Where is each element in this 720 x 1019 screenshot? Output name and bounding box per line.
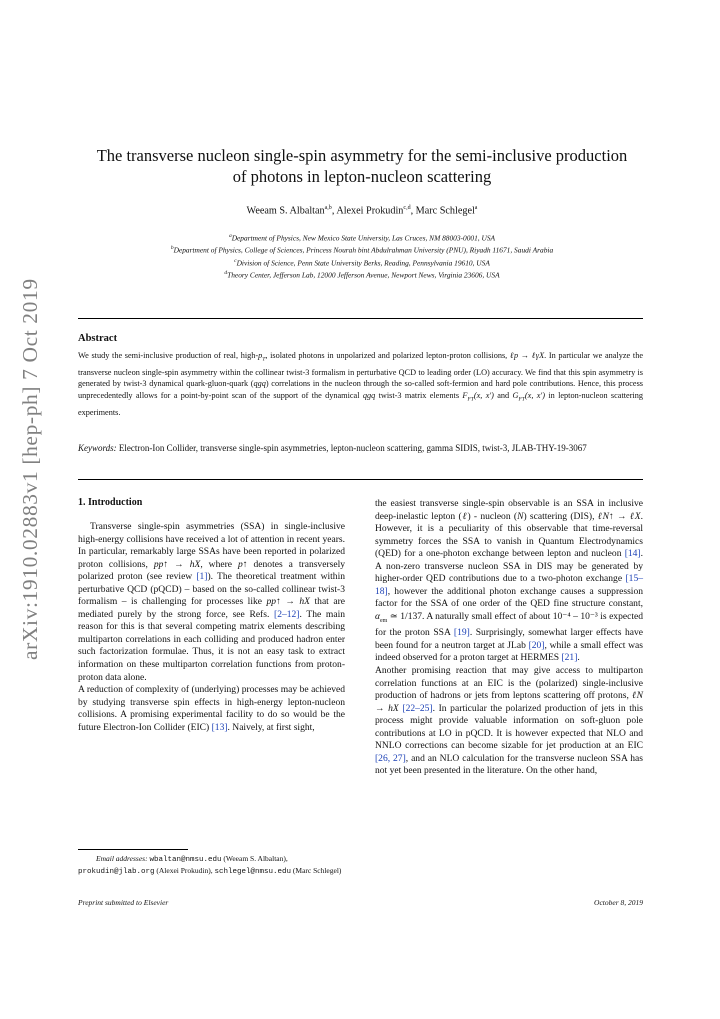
citation-link[interactable]: [2–12]	[274, 608, 300, 620]
affiliations	[80, 231, 644, 281]
author-name: Weeam S. Albaltan	[246, 205, 325, 217]
citation-link[interactable]: [21]	[561, 652, 578, 664]
footer-date: October 8, 2019	[594, 898, 643, 907]
right-column	[375, 498, 643, 778]
affiliation: $^c$Division of Science, Penn State University Berks, Reading, Pennsylvania 19610, USA	[234, 257, 490, 268]
paper-title	[80, 145, 644, 187]
paragraph: Another promising reaction that may give access to multiparton correlation functions at an EIC is the (polarized) single-inclusive production of hadrons or jets from leptons scattering off protons, ℓN → hX [22–25]. In particular the polarized production of jets in this process might provide valuable information on soft-gluon pole contributions at LO in pQCD. It is however expected that NLO and NNLO corrections can become sizable for jet production at an EIC [26, 27], and an NLO calculation for the transverse nucleon SSA has not yet been presented in the literature. On the other hand,	[375, 665, 643, 777]
email-link[interactable]: wbaltan@nmsu.edu	[149, 856, 222, 864]
author-list: Weeam S. Albaltan$^{a,b}$, Alexei Prokudin$^{c,d}$, Marc Schlegel$^a$	[246, 205, 478, 217]
left-column	[78, 521, 345, 734]
abstract-heading: Abstract	[78, 333, 118, 344]
author-name: Alexei Prokudin	[336, 205, 404, 217]
citation-link[interactable]: [26, 27]	[375, 752, 406, 764]
abstract-top-rule	[78, 318, 643, 319]
citation-link[interactable]: [13]	[211, 721, 228, 733]
keywords-label: Keywords:	[78, 443, 117, 453]
email-link[interactable]: prokudin@jlab.org	[78, 867, 155, 876]
paragraph: Transverse single-spin asymmetries (SSA) in single-inclusive high-energy collisions have received a lot of attention in recent years. In particular, remarkably large SSAs have been reported in polarized proton collisions, pp↑ → hX, where p↑ denotes a transversely polarized proton (see review [1]). The theoretical treatment within perturbative QCD (pQCD) – based on the so-called collinear twist-3 formalism – is challenging for processes like pp↑ → hX that are mediated purely by the strong force, see Refs. [2–12]. The main reason for this is that several competing matrix elements describing multiparton correlations in each colliding and produced hadron enter such factorization formulae. Thus, it is not an easy task to extract information on these multiparton correlation functions from proton-proton data alone.	[78, 521, 346, 683]
abstract-text: We study the semi-inclusive production of real, high-$p_T$, isolated photons in unpolarized and polarized lepton-proton collisions, ℓp → ℓγX. In particular we analyze the transverse nucleon single-spin asymmetry within the collinear twist-3 formalism in perturbative QCD to leading order (LO) accuracy. We find that this spin asymmetry is generated by twist-3 dynamical quark-gluon-quark (qgq) correlations in the nucleon through the so-called soft-fermion and hard pole contributions. Hence, this process unprecedentedly allows for a point-by-point scan of the support of the dynamical qgq twist-3 matrix elements $F_{FT}(x$, x′) and $G_{FT}(x$, x′) in lepton-nucleon scattering experiments.	[78, 351, 643, 417]
author-affil-mark: c,d	[403, 205, 411, 211]
footnote-rule	[78, 849, 188, 850]
citation-link[interactable]: [20]	[528, 639, 545, 651]
author-affil-mark: a,b	[324, 205, 332, 211]
author-affil-mark: a	[474, 205, 478, 211]
citation-link[interactable]: [14]	[624, 548, 641, 560]
title-line-1: The transverse nucleon single-spin asymmetry for the semi-inclusive production	[96, 146, 628, 165]
section-heading: 1. Introduction	[78, 497, 143, 508]
citation-link[interactable]: [19]	[453, 627, 470, 639]
affiliation: $^d$Theory Center, Jefferson Lab, 12000 Jefferson Avenue, Newport News, Virginia 23606, USA	[224, 270, 500, 280]
citation-link[interactable]: [22–25]	[402, 702, 433, 714]
paragraph: A reduction of complexity of (underlying) processes may be achieved by studying transverse spin effects in high-energy lepton-nucleon collisions. A promising experimental facility to do so would be the future Electron-Ion Collider (EIC) [13]. Naively, at first sight,	[78, 684, 345, 733]
email-link[interactable]: schlegel@nmsu.edu	[214, 867, 292, 876]
affiliation: $^b$Department of Physics, College of Sciences, Princess Nourah bint Abdulrahman University (PNU), Riyadh 11671, Saudi Arabia	[170, 245, 554, 255]
paragraph: the easiest transverse single-spin observable is an SSA in inclusive deep-inelastic lepton (ℓ) - nucleon (N) scattering (DIS), ℓN↑ → ℓX. However, it is a peculiarity of this observable that time-reversal symmetry forces the SSA to vanish in Quantum Electrodynamics (QED) for a one-photon exchange between lepton and nucleon [14]. A non-zero transverse nucleon SSA in DIS may be generated by higher-order QED contributions due to a two-photon exchange [15–18], however the additional photon exchange causes a suppression factor for the SSA of one order of the QED fine structure constant, $\alpha_{em}$ ≃ 1/137. A naturally small effect of about 10⁻⁴ – 10⁻³ is expected for the proton SSA [19]. Surprisingly, somewhat larger effects have been found for a neutron target at JLab [20], while a small effect was indeed observed for a proton target at HERMES [21].	[375, 498, 644, 664]
footnote: Email addresses: wbaltan@nmsu.edu (Weeam S. Albaltan), prokudin@jlab.org (Alexei Prokudin), schlegel@nmsu.edu (Marc Schlegel)	[78, 854, 342, 876]
arxiv-identifier: arXiv:1910.02883v1 [hep-ph] 7 Oct 2019	[18, 278, 42, 660]
author-name: Marc Schlegel	[415, 205, 475, 217]
title-line-2: of photons in lepton-nucleon scattering	[232, 167, 492, 186]
footnote-label: Email addresses:	[96, 854, 148, 863]
abstract-bottom-rule	[78, 479, 643, 480]
affiliation: $^a$Department of Physics, New Mexico State University, Las Cruces, NM 88003-0001, USA	[228, 233, 496, 243]
citation-link[interactable]: [1]	[196, 571, 208, 583]
citation-link[interactable]: [15–18]	[375, 573, 643, 597]
keywords-text: Electron-Ion Collider, transverse single-spin asymmetries, lepton-nucleon scattering, gamma SIDIS, twist-3, JLAB-THY-19-3067	[116, 443, 587, 453]
footer-preprint-note: Preprint submitted to Elsevier	[78, 898, 169, 907]
keywords	[78, 442, 643, 455]
